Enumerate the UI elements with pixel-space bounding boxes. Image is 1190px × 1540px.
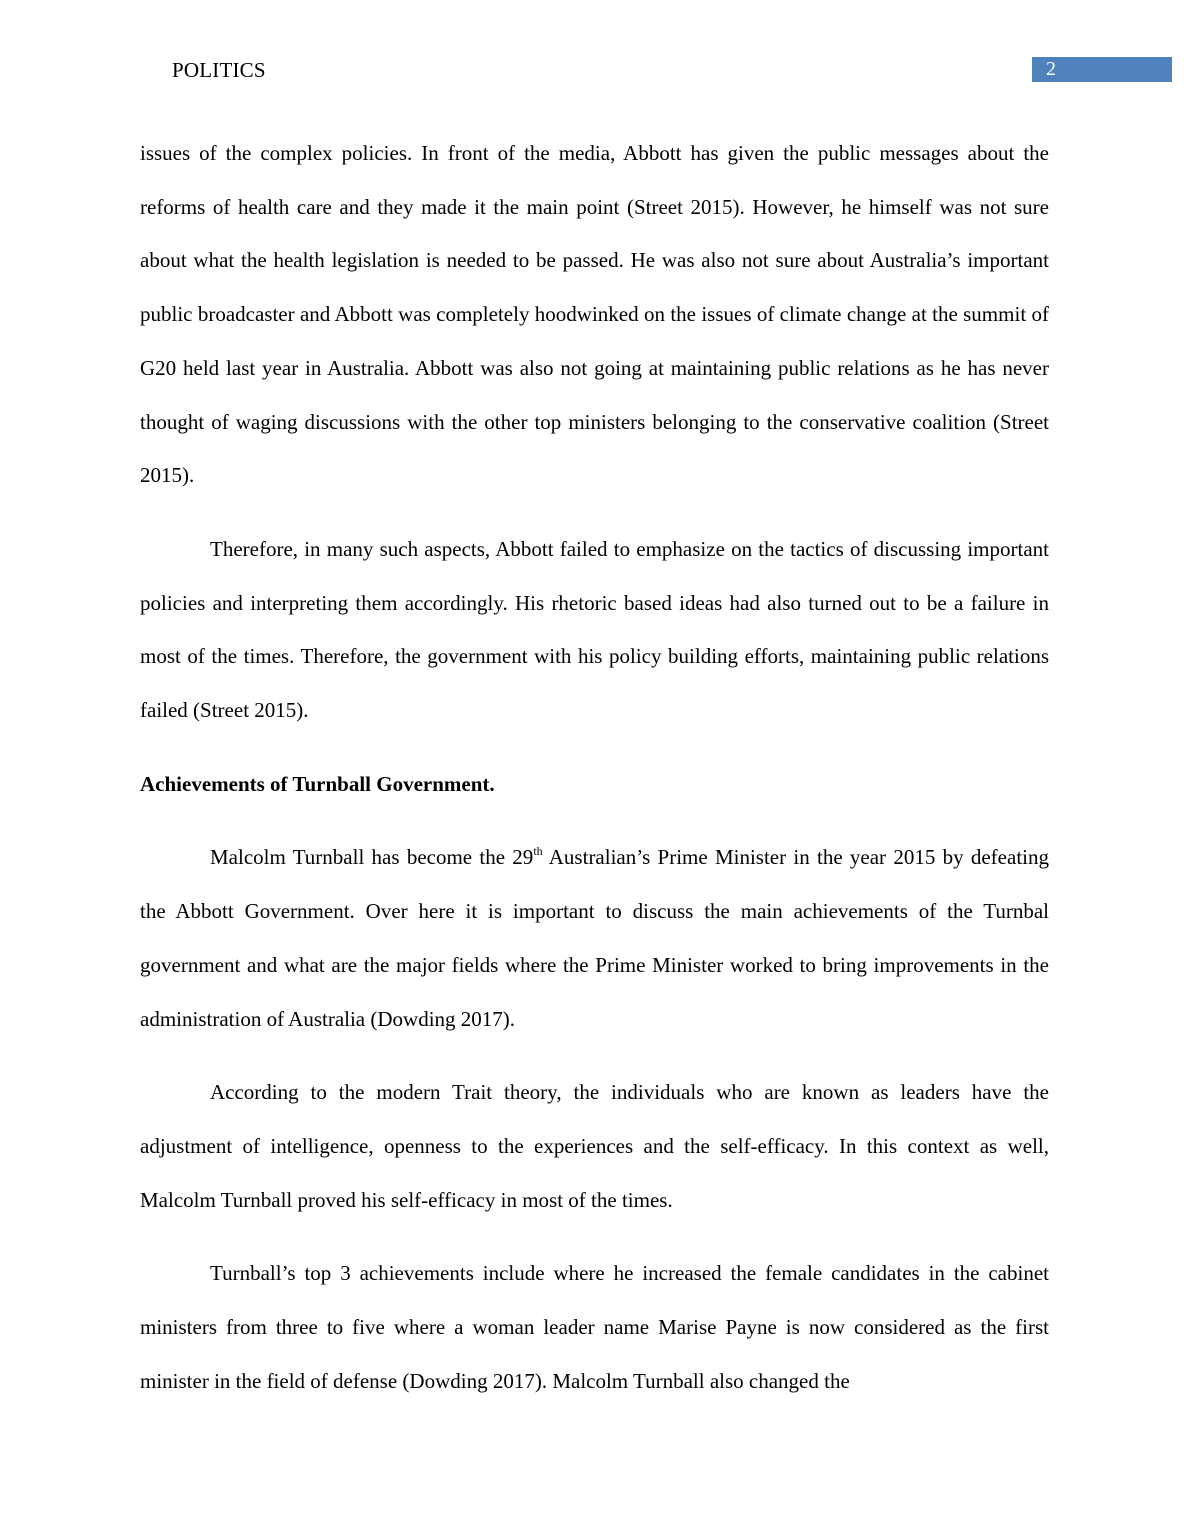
paragraph-2: Therefore, in many such aspects, Abbott failed to emphasize on the tactics of discussing important policies and interpreting them accordingly. His rhetoric based ideas had also turned out to be a failure in most of the times. Therefore, the government with his policy building efforts, maintaining public relations failed (Street 2015). xyxy=(140,536,1049,723)
paragraph-3 xyxy=(140,831,1049,1046)
paragraph-1: issues of the complex policies. In front of the media, Abbott has given the public messages about the reforms of health care and they made it the main point (Street 2015). However, he himself was not sure about what the health legislation is needed to be passed. He was also not sure about Australia’s important public broadcaster and Abbott was completely hoodwinked on the issues of climate change at the summit of G20 held last year in Australia. Abbott was also not going at maintaining public relations as he has never thought of waging discussions with the other top ministers belonging to the conservative coalition (Street 2015). xyxy=(140,141,1049,488)
paragraph-4: According to the modern Trait theory, the individuals who are known as leaders have the adjustment of intelligence, openness to the experiences and the self-efficacy. In this context as well, Malcolm Turnball proved his self-efficacy in most of the times. xyxy=(140,1080,1049,1212)
paragraph-3-part-2: Australian’s Prime Minister in the year 2015 by defeating the Abbott Government. Over here it is important to discuss the main achievements of the Turnbal government and what are the major fields where the Prime Minister worked to bring improvements in the administration of Australia (Dowding 2017). xyxy=(140,845,1049,1031)
running-head: POLITICS xyxy=(172,58,266,82)
page-number-box xyxy=(1032,57,1172,82)
paragraph-5: Turnball’s top 3 achievements include where he increased the female candidates in the cabinet ministers from three to five where a woman leader name Marise Payne is now considered as the first minister in the field of defense (Dowding 2017). Malcolm Turnball also changed the xyxy=(140,1261,1049,1393)
paragraph-3-part-1: Malcolm Turnball has become the 29 xyxy=(210,845,534,870)
section-heading: Achievements of Turnball Government. xyxy=(140,771,495,796)
document-body xyxy=(140,127,1049,1408)
page-number: 2 xyxy=(1046,58,1056,80)
ordinal-superscript: th xyxy=(533,844,543,859)
